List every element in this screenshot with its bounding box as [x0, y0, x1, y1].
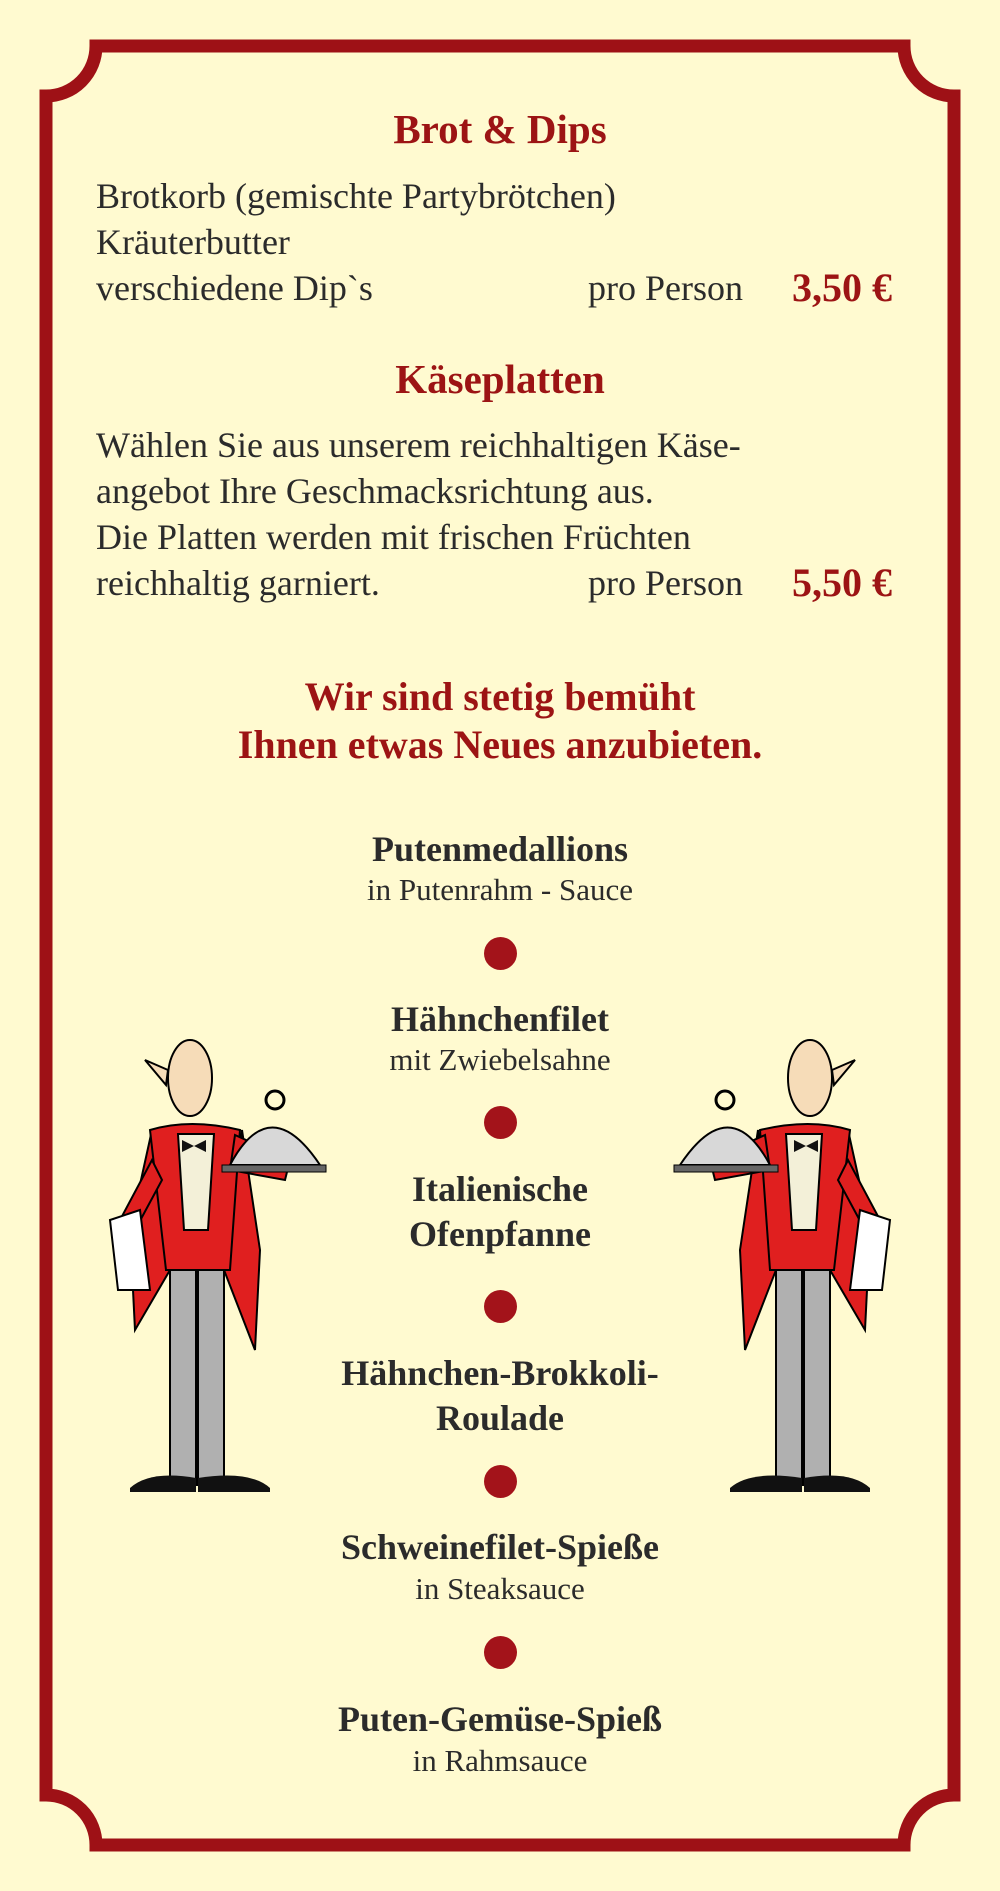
dish-name-line-2: Ofenpfanne [408, 1214, 592, 1254]
dish-name: Italienische [412, 1169, 588, 1209]
section-title-kaese: Käseplatten [395, 356, 605, 402]
butler-left-icon [90, 1030, 330, 1530]
item-line: Wählen Sie aus unserem reichhaltigen Käse- [96, 425, 741, 465]
separator-dot [484, 937, 517, 970]
dish-subtitle: mit Zwiebelsahne [389, 1042, 611, 1077]
item-line: Die Platten werden mit frischen Früchten [96, 517, 691, 557]
price-brot: 3,50 € [792, 265, 892, 310]
separator-dot [484, 1636, 517, 1669]
slogan-line-1: Wir sind stetig bemüht [304, 674, 696, 719]
dish-name: Puten-Gemüse-Spieß [338, 1699, 662, 1739]
item-line: angebot Ihre Geschmacksrichtung aus. [96, 471, 654, 511]
per-person-label: pro Person [588, 563, 743, 603]
per-person-label: pro Person [588, 268, 743, 308]
item-line: reichhaltig garniert. [96, 563, 380, 603]
item-line: Kräuterbutter [96, 222, 290, 262]
item-line: verschiedene Dip`s [96, 268, 373, 308]
dish-name: Putenmedallions [371, 829, 629, 869]
dish-subtitle: in Putenrahm - Sauce [366, 872, 633, 907]
price-kaese: 5,50 € [792, 560, 892, 605]
item-line: Brotkorb (gemischte Partybrötchen) [96, 176, 616, 216]
dish-subtitle: in Rahmsauce [412, 1743, 588, 1778]
separator-dot [484, 1290, 517, 1323]
slogan-line-2: Ihnen etwas Neues anzubieten. [237, 722, 763, 767]
section-title-brot: Brot & Dips [393, 106, 607, 152]
dish-name-line-2: Roulade [435, 1398, 565, 1438]
dish-name: Hähnchenfilet [390, 999, 609, 1039]
separator-dot [484, 1106, 517, 1139]
butler-right-icon [670, 1030, 910, 1530]
dish-subtitle: in Steaksauce [415, 1571, 585, 1606]
dish-name: Hähnchen-Brokkoli- [341, 1353, 659, 1393]
separator-dot [484, 1465, 517, 1498]
dish-name: Schweinefilet-Spieße [341, 1527, 659, 1567]
